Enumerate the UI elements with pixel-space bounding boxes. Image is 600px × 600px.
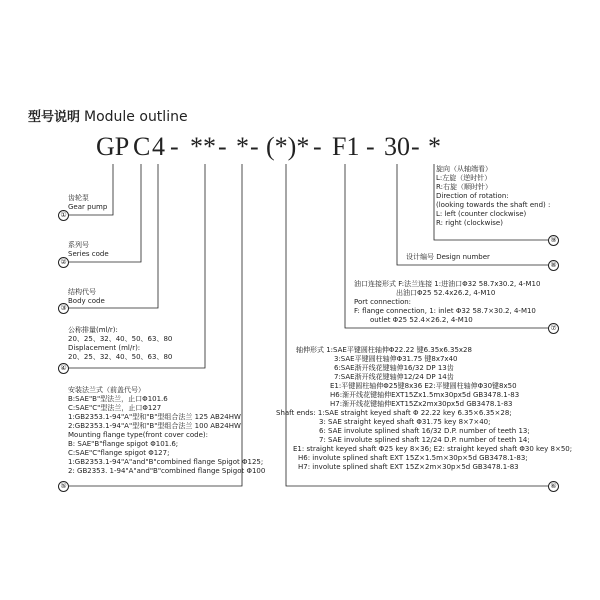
code-dash-3: - — [250, 132, 259, 161]
code-port: F1 — [332, 132, 360, 161]
marker-8: ⑧ — [548, 260, 559, 271]
code-gp: GP — [96, 132, 130, 161]
item-5-text: 安装法兰式（前盖代号） B:SAE"B"型法兰，止口Φ101.6 C:SAE"C"型法兰，止口Φ127 1:GB2353.1-94"A"型和"B"型组合法兰 125 AB24HW 2:GB2353.1-94"A"型和"B"型组合法兰 100 AB24HW Mounting flange type(front cover code): B: SAE"B"flange spigot Φ101.6; C:SAE"C"flange spigot Φ127; 1:GB2353.1-94"A"and"B"combined flange Spigot Φ125; 2: GB2353. 1-94"A"and"B"combined flange Spigot Φ100 — [68, 386, 266, 475]
code-dash-4: - — [313, 132, 322, 161]
code-dash-2: - — [218, 132, 227, 161]
code-displacement: ** — [190, 132, 216, 161]
code-flange: * — [236, 132, 249, 161]
code-dash-1: - — [170, 132, 179, 161]
marker-1: ① — [58, 210, 69, 221]
marker-4: ④ — [58, 363, 69, 374]
marker-3: ③ — [58, 303, 69, 314]
item-1-text: 齿轮泵 Gear pump — [68, 194, 108, 211]
code-dash-5: - — [366, 132, 375, 161]
item-4-text: 公称排量(ml/r): 20、25、32、40、50、63、80 Displacement (ml/r): 20、25、32、40、50、63、80 — [68, 326, 173, 361]
code-dash-6: - — [411, 132, 420, 161]
item-2-text: 系列号 Series code — [68, 241, 109, 258]
title-cn: 型号说明 — [28, 110, 81, 125]
item-6-text: 轴伸形式 1:SAE平键圆柱轴伸Φ22.22 键6.35x6.35x28 3:SAE平键圆柱轴伸Φ31.75 键8x7x40 6:SAE渐开线花键轴伸16/32 DP 13齿 7:SAE渐开线花键轴伸12/24 DP 14齿 E1:平键圆柱轴伸Φ25键8x36 E2:平键圆柱轴伸Φ30键8x50 H6:渐开线花键轴伸EXT15Zx1.5mx30px5d GB3478.1-83 H7:渐开线花键轴伸EXT15Zx2mx30px5d GB3478.1-83 Shaft ends: 1:SAE straight keyed shaft Φ 22.22 key 6.35×6.35×28; 3: SAE straight keyed shaft Φ31.75 key 8×7×40; 6: SAE involute splined shaft 16/32 D.P. number of teeth 13; 7: SAE involute splined shaft 12/24 D.P. number of teeth 14; E1: straight keyed shaft Φ25 key 8×36; E2: straight keyed shaft Φ30 key 8×50; H6: involute splined shaft EXT 15Z×1.5m×30p×5d GB3478.1-83; H7: involute splined shaft EXT 15Z×2m×30p×5d GB3478.1-83 — [276, 346, 573, 471]
code-shaft: (*)* — [266, 132, 310, 161]
marker-2: ② — [58, 257, 69, 268]
item-3-text: 结构代号 Body code — [68, 288, 105, 305]
item-7-text: 油口连接形式 F:法兰连接 1:进油口Φ32 58.7x30.2, 4-M10 出油口Φ25 52.4x26.2, 4-M10 Port connection: F: flange connection, 1: inlet Φ32 58.7×30.2, 4-M10 outlet Φ25 52.4×26.2, 4-M10 — [354, 280, 541, 324]
code-rotation: * — [428, 132, 441, 161]
code-c: C — [133, 132, 151, 161]
item-9-text: 旋向（从轴端看） L:左旋（逆时针） R:右旋（顺时针） Direction of rotation: (looking towards the shaft end) : L: left (counter clockwise) R: right (clockwise) — [436, 165, 551, 227]
item-8-text: 设计编号 Design number — [406, 253, 490, 261]
title-en: Module outline — [84, 109, 188, 125]
marker-9: ⑨ — [548, 235, 559, 246]
marker-5: ⑤ — [58, 481, 69, 492]
code-4: 4 — [152, 132, 165, 161]
marker-7: ⑦ — [548, 323, 559, 334]
marker-6: ⑥ — [548, 481, 559, 492]
code-design: 30 — [384, 132, 410, 161]
